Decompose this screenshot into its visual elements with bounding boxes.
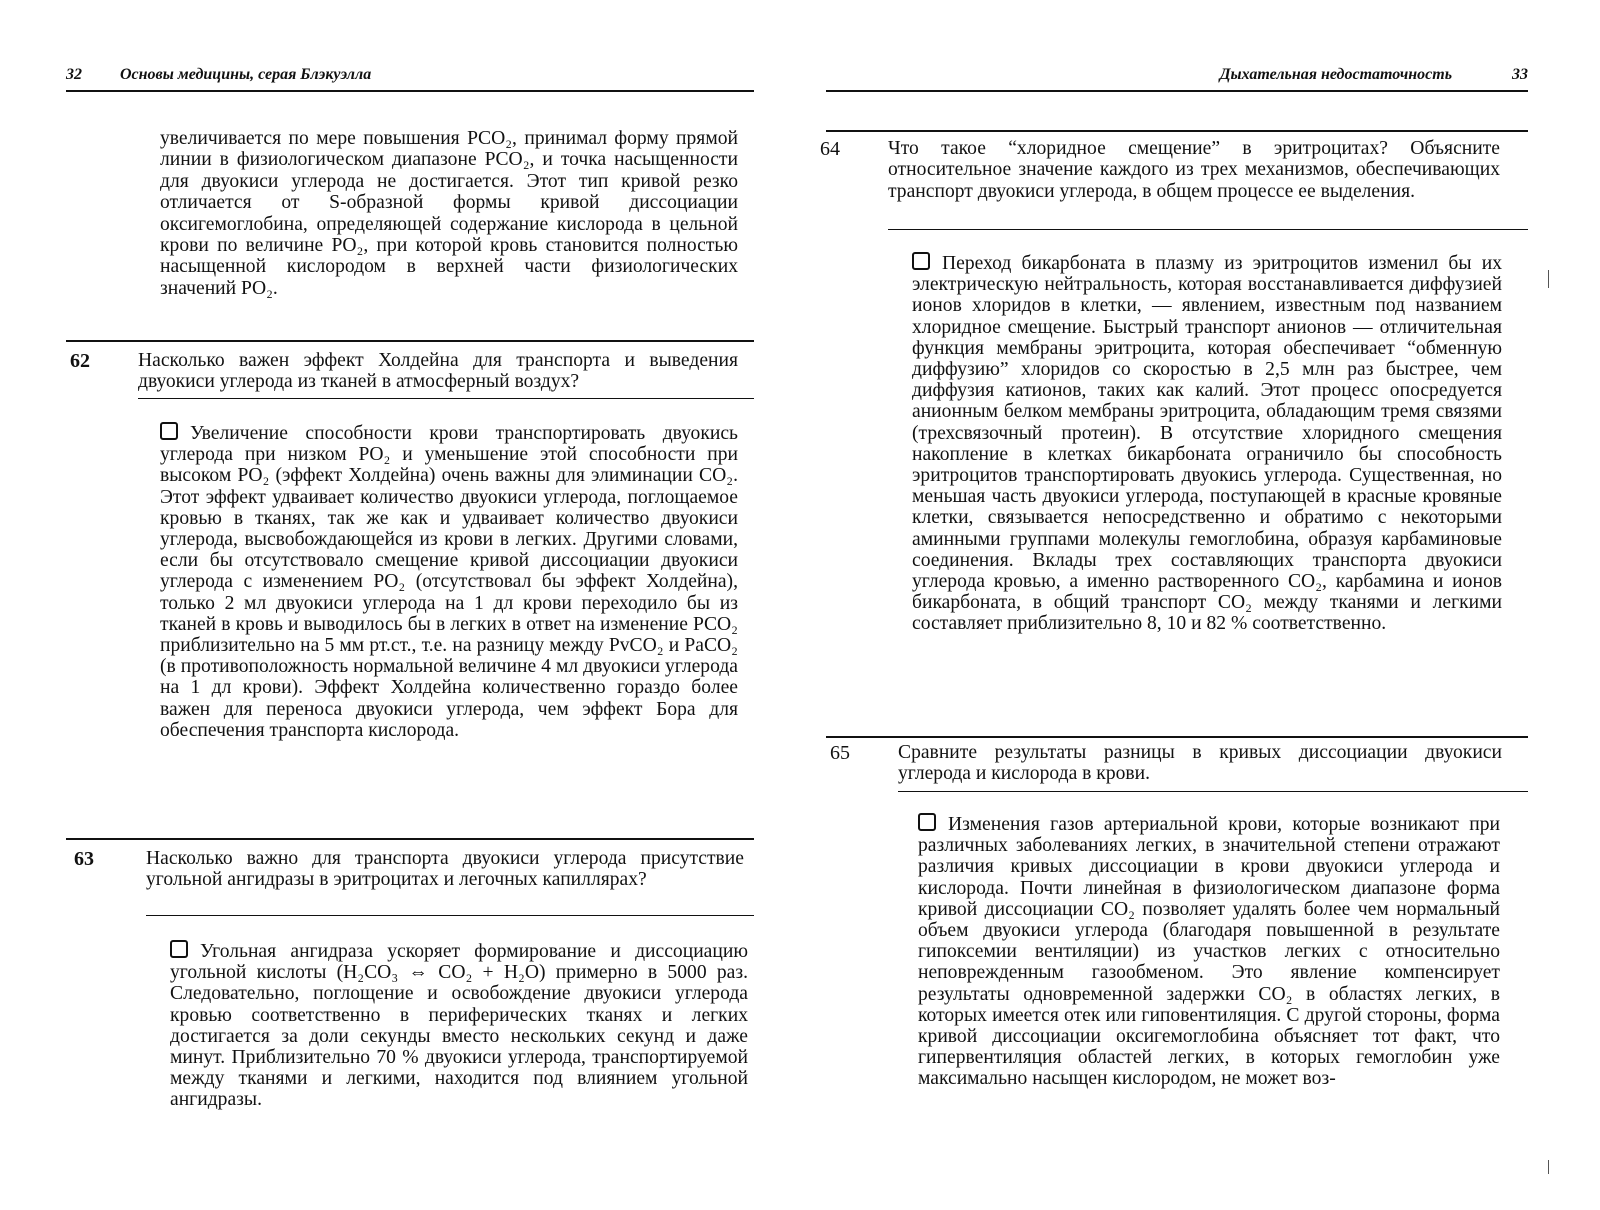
- question-text: Насколько важен эффект Холдейна для транспорта и выведения двуокиси углерода из тканей в атмосферный воздух?: [138, 350, 738, 393]
- running-title: Дыхательная недостаточность: [1219, 66, 1452, 83]
- question-number: 64: [820, 138, 840, 160]
- question-underline: [146, 915, 754, 916]
- answer-block: [918, 813, 1500, 1090]
- question-divider: [66, 838, 754, 840]
- answer-text: Увеличение способности крови транспортировать двуокись углерода при низком PO₂ и уменьшение этой способности при высоком PO₂ (эффект Холдейна) очень важны для элиминации CO₂. Этот эффект удваивает количество двуокиси углерода, поглощаемое кровью в тканях, так же как и удваивает количество двуокиси углерода, высвобождающейся из крови в легких. Другими словами, если бы отсутствовало смещение кривой диссоциации двуокиси углерода с изменением PO₂ (отсутствовал бы эффект Холдейна), только 2 мл двуокиси углерода на 1 дл крови переходило бы из тканей в кровь и выводилось бы в легких в ответ на изменение PCO₂ приблизительно на 5 мм рт.ст., т.е. на разницу между PvCO₂ и PaCO₂ (в противоположность нормальной величине 4 мл двуокиси углерода на 1 дл крови). Эффект Холдейна количественно гораздо более важен для переноса двуокиси углерода, чем эффект Бора для обеспечения транспорта кислорода.: [160, 423, 738, 741]
- question-underline: [888, 229, 1528, 230]
- checkbox-icon: [160, 422, 178, 440]
- answer-block: [160, 422, 738, 741]
- answer-block: [170, 940, 748, 1111]
- question-text: Насколько важно для транспорта двуокиси углерода присутствие угольной ангидразы в эритроцитах и легочных капиллярах?: [146, 848, 744, 891]
- checkbox-icon: [912, 252, 930, 270]
- question-divider: [66, 340, 754, 342]
- question-divider: [826, 130, 1528, 132]
- continuation-paragraph: увеличивается по мере повышения PCO₂, принимал форму прямой линии в физиологическом диапазоне PCO₂, и точка насыщенности для двуокиси углерода не достигается. Этот тип кривой резко отличается от S-образной формы кривой диссоциации оксигемоглобина, определяющей содержание кислорода в цельной крови по величине PO₂, при которой кровь становится полностью насыщенной кислородом в верхней части физиологических значений PO₂.: [160, 128, 738, 299]
- question-text: Что такое “хлоридное смещение” в эритроцитах? Объясните относительное значение каждого из трех механизмов, обеспечивающих транспорт двуокиси углерода, в общем процессе ее выделения.: [888, 138, 1500, 202]
- margin-mark: [1548, 270, 1549, 288]
- answer-text: Переход бикарбоната в плазму из эритроцитов изменил бы их электрическую нейтральность, которая восстанавливается диффузией ионов хлоридов в клетки, — явлением, известным под названием хлоридное смещение. Быстрый транспорт анионов — отличительная функция мембраны эритроцита, которая обеспечивает “обменную диффузию” хлоридов со скоростью в 2,5 млн раз быстрее, чем диффузия катионов, таких как калий. Этот процесс опосредуется анионным белком мембраны эритроцита, обладающим тремя связями (трехсвязочный протеин). В отсутствие хлоридного смещения накопление в клетках бикарбоната ограничило бы способность эритроцитов транспортировать двуокись углерода. Существенная, но меньшая часть двуокиси углерода, поступающей в красные кровяные клетки, связывается непосредственно и обратимо с некоторыми аминными группами молекулы гемоглобина, образуя карбаминовые соединения. Вклады трех составляющих транспорта двуокиси углерода кровью, а именно растворенного CO₂, карбамина и ионов бикарбоната, в общий транспорт CO₂ между тканями и легкими составляет приблизительно 8, 10 и 82 % соответственно.: [912, 253, 1502, 635]
- question-underline: [898, 791, 1528, 792]
- question-text: Сравните результаты разницы в кривых диссоциации двуокиси углерода и кислорода в крови.: [898, 742, 1502, 785]
- running-head-right: [826, 58, 1528, 92]
- running-title: Основы медицины, серая Блэкуэлла: [120, 66, 372, 83]
- page-number: 32: [66, 66, 82, 83]
- answer-text: Угольная ангидраза ускоряет формирование и диссоциацию угольной кислоты (H₂CO₃ ⇔ CO₂ + H₂O) примерно в 5000 раз. Следовательно, поглощение и освобождение двуокиси углерода кровью соответственно в периферических тканях и легких достигается за доли секунды вместо нескольких секунд и даже минут. Приблизительно 70 % двуокиси углерода, транспортируемой между тканями и легкими, находится под влиянием угольной ангидразы.: [170, 941, 748, 1111]
- question-underline: [138, 398, 754, 399]
- question-number: 63: [74, 848, 94, 870]
- answer-text: Изменения газов артериальной крови, которые возникают при различных заболеваниях легких, в значительной степени отражают различия кривых диссоциации в крови двуокиси углерода и кислорода. Почти линейная в физиологическом диапазоне форма кривой диссоциации CO₂ позволяет удалять более чем нормальный объем двуокиси углерода (благодаря повышенной в результате гипоксемии вентиляции) из участков легких с относительно неповрежденным газообменом. Это явление компенсирует результаты одновременной задержки CO₂ в областях легких, в которых имеется отек или гиповентиляция. С другой стороны, форма кривой диссоциации оксигемоглобина объясняет тот факт, что гипервентиляция областей легких, в которых гемоглобин уже максимально насыщен кислородом, не может воз-: [918, 814, 1500, 1090]
- question-number: 62: [70, 350, 90, 372]
- answer-block: [912, 252, 1502, 635]
- running-head-left: [66, 58, 754, 92]
- page-number: 33: [1512, 66, 1528, 83]
- checkbox-icon: [918, 813, 936, 831]
- question-number: 65: [830, 742, 850, 764]
- question-divider: [826, 736, 1528, 738]
- margin-mark: [1548, 1160, 1549, 1174]
- checkbox-icon: [170, 940, 188, 958]
